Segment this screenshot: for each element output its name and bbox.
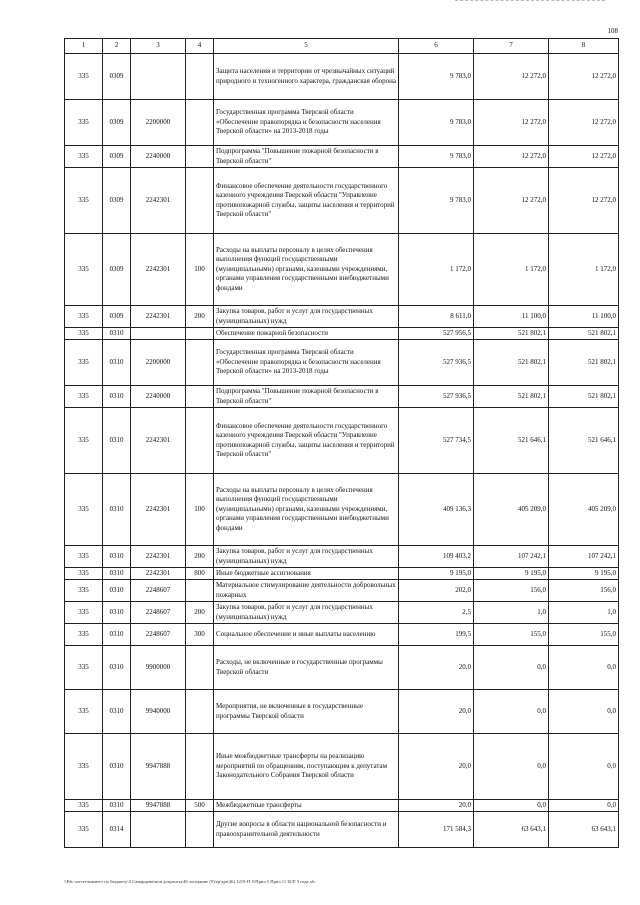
cell-expense-type xyxy=(186,386,214,408)
table-row xyxy=(65,624,619,646)
cell-amount-col6: 9 783,0 xyxy=(399,100,474,146)
table-row xyxy=(65,234,619,306)
cell-name: Финансовое обеспечение деятельности государственного казенного учреждения Тверской области "Управление противопожарной службы, защиты населения и территорий Тверской области" xyxy=(214,168,399,234)
cell-name: Закупка товаров, работ и услуг для государственных (муниципальных) нужд xyxy=(214,306,399,328)
cell-expense-type: 500 xyxy=(186,800,214,812)
cell-amount-col8: 521 802,1 xyxy=(549,386,619,408)
cell-section: 0310 xyxy=(103,546,131,568)
cell-expense-type xyxy=(186,340,214,386)
cell-ved: 335 xyxy=(65,146,103,168)
cell-amount-col8: 12 272,0 xyxy=(549,146,619,168)
table-row xyxy=(65,734,619,800)
table-row xyxy=(65,546,619,568)
cell-expense-type: 100 xyxy=(186,234,214,306)
cell-target-article: 9947888 xyxy=(131,800,186,812)
table-row xyxy=(65,690,619,734)
table-row xyxy=(65,474,619,546)
table-row xyxy=(65,568,619,580)
cell-amount-col8: 405 209,0 xyxy=(549,474,619,546)
cell-amount-col8: 12 272,0 xyxy=(549,168,619,234)
cell-amount-col8: 11 100,0 xyxy=(549,306,619,328)
cell-amount-col8: 0,0 xyxy=(549,734,619,800)
cell-target-article xyxy=(131,328,186,340)
cell-amount-col8: 521 646,1 xyxy=(549,408,619,474)
cell-name: Социальное обеспечение и иные выплаты населению xyxy=(214,624,399,646)
cell-target-article xyxy=(131,812,186,848)
cell-amount-col7: 12 272,0 xyxy=(474,146,549,168)
cell-target-article: 2242301 xyxy=(131,408,186,474)
cell-expense-type: 800 xyxy=(186,568,214,580)
table-row xyxy=(65,146,619,168)
cell-amount-col6: 527 956,5 xyxy=(399,328,474,340)
table-row xyxy=(65,800,619,812)
cell-section: 0309 xyxy=(103,306,131,328)
table-row xyxy=(65,100,619,146)
cell-name: Иные межбюджетные трансферты на реализацию мероприятий по обращениям, поступающим к депутатам Законодательного Собрания Тверской области xyxy=(214,734,399,800)
cell-amount-col7: 521 802,1 xyxy=(474,386,549,408)
cell-ved: 335 xyxy=(65,100,103,146)
cell-section: 0310 xyxy=(103,386,131,408)
cell-target-article: 2248607 xyxy=(131,580,186,602)
cell-expense-type xyxy=(186,168,214,234)
table-row xyxy=(65,812,619,848)
cell-target-article: 2242301 xyxy=(131,474,186,546)
cell-amount-col6: 9 783,0 xyxy=(399,54,474,100)
cell-target-article: 2200000 xyxy=(131,340,186,386)
table-row xyxy=(65,306,619,328)
cell-section: 0310 xyxy=(103,800,131,812)
cell-amount-col6: 9 783,0 xyxy=(399,146,474,168)
cell-section: 0309 xyxy=(103,54,131,100)
cell-ved: 335 xyxy=(65,328,103,340)
cell-ved: 335 xyxy=(65,646,103,690)
cell-section: 0310 xyxy=(103,340,131,386)
cell-amount-col7: 521 802,1 xyxy=(474,340,549,386)
cell-amount-col8: 9 195,0 xyxy=(549,568,619,580)
budget-table xyxy=(64,38,619,848)
cell-section: 0309 xyxy=(103,234,131,306)
cell-amount-col6: 9 195,0 xyxy=(399,568,474,580)
cell-section: 0310 xyxy=(103,328,131,340)
cell-target-article xyxy=(131,54,186,100)
cell-expense-type xyxy=(186,146,214,168)
cell-target-article: 2200000 xyxy=(131,100,186,146)
cell-amount-col7: 1,0 xyxy=(474,602,549,624)
column-header: 8 xyxy=(549,39,619,54)
cell-target-article: 2242301 xyxy=(131,234,186,306)
table-row xyxy=(65,580,619,602)
cell-name: Обеспечение пожарной безопасности xyxy=(214,328,399,340)
cell-expense-type xyxy=(186,646,214,690)
cell-amount-col7: 107 242,1 xyxy=(474,546,549,568)
cell-amount-col6: 171 584,3 xyxy=(399,812,474,848)
column-header: 1 xyxy=(65,39,103,54)
cell-ved: 335 xyxy=(65,408,103,474)
top-edge-mark xyxy=(455,0,605,3)
cell-expense-type xyxy=(186,100,214,146)
cell-target-article: 9947888 xyxy=(131,734,186,800)
cell-amount-col7: 12 272,0 xyxy=(474,54,549,100)
cell-section: 0310 xyxy=(103,474,131,546)
cell-expense-type xyxy=(186,408,214,474)
table-row xyxy=(65,54,619,100)
cell-amount-col7: 63 643,1 xyxy=(474,812,549,848)
cell-name: Материальное стимулирование деятельности добровольных пожарных xyxy=(214,580,399,602)
cell-ved: 335 xyxy=(65,234,103,306)
column-header: 2 xyxy=(103,39,131,54)
cell-amount-col7: 0,0 xyxy=(474,690,549,734)
cell-ved: 335 xyxy=(65,690,103,734)
cell-amount-col6: 527 734,5 xyxy=(399,408,474,474)
cell-name: Расходы на выплаты персоналу в целях обеспечения выполнения функций государственными (муниципальными) органами, казенными учреждениями, органами управления государственными внебюджетными фондами xyxy=(214,234,399,306)
cell-amount-col7: 1 172,0 xyxy=(474,234,549,306)
cell-ved: 335 xyxy=(65,568,103,580)
cell-amount-col7: 0,0 xyxy=(474,646,549,690)
cell-amount-col8: 0,0 xyxy=(549,646,619,690)
cell-amount-col7: 0,0 xyxy=(474,734,549,800)
cell-ved: 335 xyxy=(65,800,103,812)
cell-name: Подпрограмма "Повышение пожарной безопасности в Тверской области" xyxy=(214,386,399,408)
cell-target-article: 2248607 xyxy=(131,602,186,624)
column-header: 6 xyxy=(399,39,474,54)
column-header: 3 xyxy=(131,39,186,54)
column-header: 4 xyxy=(186,39,214,54)
cell-amount-col8: 0,0 xyxy=(549,800,619,812)
table-row xyxy=(65,328,619,340)
cell-amount-col8: 521 802,1 xyxy=(549,340,619,386)
cell-amount-col6: 199,5 xyxy=(399,624,474,646)
cell-expense-type xyxy=(186,690,214,734)
table-row xyxy=(65,340,619,386)
table-row xyxy=(65,646,619,690)
cell-amount-col6: 1 172,0 xyxy=(399,234,474,306)
cell-target-article: 2242301 xyxy=(131,306,186,328)
cell-amount-col7: 521 802,1 xyxy=(474,328,549,340)
cell-amount-col8: 1,0 xyxy=(549,602,619,624)
cell-target-article: 2248607 xyxy=(131,624,186,646)
cell-amount-col7: 0,0 xyxy=(474,800,549,812)
cell-amount-col6: 202,0 xyxy=(399,580,474,602)
cell-expense-type: 300 xyxy=(186,624,214,646)
cell-section: 0309 xyxy=(103,100,131,146)
cell-ved: 335 xyxy=(65,386,103,408)
cell-name: Другие вопросы в области национальной безопасности и правоохранительной деятельности xyxy=(214,812,399,848)
cell-expense-type xyxy=(186,54,214,100)
cell-ved: 335 xyxy=(65,734,103,800)
cell-amount-col8: 156,0 xyxy=(549,580,619,602)
cell-expense-type: 200 xyxy=(186,602,214,624)
cell-amount-col8: 155,0 xyxy=(549,624,619,646)
table-row xyxy=(65,602,619,624)
cell-amount-col8: 12 272,0 xyxy=(549,100,619,146)
cell-expense-type: 200 xyxy=(186,546,214,568)
cell-target-article: 2242301 xyxy=(131,546,186,568)
cell-amount-col6: 20,0 xyxy=(399,734,474,800)
cell-amount-col7: 9 195,0 xyxy=(474,568,549,580)
cell-amount-col6: 20,0 xyxy=(399,690,474,734)
cell-amount-col8: 0,0 xyxy=(549,690,619,734)
cell-expense-type: 200 xyxy=(186,306,214,328)
cell-section: 0310 xyxy=(103,568,131,580)
cell-amount-col6: 109 403,2 xyxy=(399,546,474,568)
cell-amount-col6: 2,5 xyxy=(399,602,474,624)
cell-name: Финансовое обеспечение деятельности государственного казенного учреждения Тверской области "Управление противопожарной службы, защиты населения и территорий Тверской области" xyxy=(214,408,399,474)
column-header: 7 xyxy=(474,39,549,54)
cell-section: 0310 xyxy=(103,624,131,646)
cell-ved: 335 xyxy=(65,54,103,100)
cell-amount-col7: 12 272,0 xyxy=(474,100,549,146)
cell-name: Защита населения и территории от чрезвычайных ситуаций природного и техногенного характера, гражданская оборона xyxy=(214,54,399,100)
cell-section: 0309 xyxy=(103,168,131,234)
cell-ved: 335 xyxy=(65,602,103,624)
table-row xyxy=(65,386,619,408)
cell-expense-type xyxy=(186,328,214,340)
cell-target-article: 2242301 xyxy=(131,168,186,234)
cell-target-article: 9900000 xyxy=(131,646,186,690)
cell-name: Государственная программа Тверской области «Обеспечение правопорядка и безопасности населения Тверской области» на 2013-2018 годы xyxy=(214,100,399,146)
cell-target-article: 9940000 xyxy=(131,690,186,734)
cell-amount-col7: 156,0 xyxy=(474,580,549,602)
column-header-row xyxy=(65,39,619,54)
cell-ved: 335 xyxy=(65,306,103,328)
cell-ved: 335 xyxy=(65,624,103,646)
table-row xyxy=(65,408,619,474)
cell-expense-type: 100 xyxy=(186,474,214,546)
cell-section: 0310 xyxy=(103,602,131,624)
cell-amount-col8: 1 172,0 xyxy=(549,234,619,306)
cell-amount-col7: 521 646,1 xyxy=(474,408,549,474)
file-path-footer: \\Pdc-server\комитет по бюджету\3 Самарцева\мои докуенты\46 заседание (9)\zp\zpr(46) 1219-П-5\Прил 5 Прил 11 БСР 3 года.xls xyxy=(64,879,315,884)
cell-name: Государственная программа Тверской области «Обеспечение правопорядка и безопасности населения Тверской области» на 2013-2018 годы xyxy=(214,340,399,386)
cell-name: Закупка товаров, работ и услуг для государственных (муниципальных) нужд xyxy=(214,602,399,624)
page-number: 108 xyxy=(607,27,618,35)
cell-amount-col6: 9 783,0 xyxy=(399,168,474,234)
cell-name: Межбюджетные трансферты xyxy=(214,800,399,812)
cell-ved: 335 xyxy=(65,474,103,546)
cell-amount-col8: 63 643,1 xyxy=(549,812,619,848)
cell-target-article: 2240000 xyxy=(131,386,186,408)
cell-ved: 335 xyxy=(65,812,103,848)
cell-amount-col8: 521 802,1 xyxy=(549,328,619,340)
cell-expense-type xyxy=(186,734,214,800)
cell-section: 0310 xyxy=(103,580,131,602)
cell-amount-col6: 20,0 xyxy=(399,646,474,690)
cell-section: 0310 xyxy=(103,690,131,734)
cell-amount-col7: 12 272,0 xyxy=(474,168,549,234)
cell-expense-type xyxy=(186,812,214,848)
cell-ved: 335 xyxy=(65,546,103,568)
cell-section: 0309 xyxy=(103,146,131,168)
cell-section: 0310 xyxy=(103,734,131,800)
cell-amount-col6: 409 136,3 xyxy=(399,474,474,546)
cell-amount-col6: 8 611,0 xyxy=(399,306,474,328)
cell-section: 0314 xyxy=(103,812,131,848)
cell-ved: 335 xyxy=(65,340,103,386)
column-header: 5 xyxy=(214,39,399,54)
cell-amount-col6: 20,0 xyxy=(399,800,474,812)
cell-name: Подпрограмма "Повышение пожарной безопасности в Тверской области" xyxy=(214,146,399,168)
cell-name: Расходы на выплаты персоналу в целях обеспечения выполнения функций государственными (муниципальными) органами, казенными учреждениями, органами управления государственными внебюджетными фондами xyxy=(214,474,399,546)
cell-amount-col7: 11 100,0 xyxy=(474,306,549,328)
cell-target-article: 2242301 xyxy=(131,568,186,580)
cell-name: Иные бюджетные ассигнования xyxy=(214,568,399,580)
cell-ved: 335 xyxy=(65,168,103,234)
table-row xyxy=(65,168,619,234)
cell-amount-col7: 155,0 xyxy=(474,624,549,646)
cell-amount-col6: 527 936,5 xyxy=(399,386,474,408)
cell-name: Расходы, не включенные в государственные программы Тверской области xyxy=(214,646,399,690)
cell-name: Мероприятия, не включенные в государственные программы Тверской области xyxy=(214,690,399,734)
cell-amount-col8: 107 242,1 xyxy=(549,546,619,568)
cell-ved: 335 xyxy=(65,580,103,602)
cell-section: 0310 xyxy=(103,646,131,690)
cell-name: Закупка товаров, работ и услуг для государственных (муниципальных) нужд xyxy=(214,546,399,568)
cell-amount-col7: 405 209,0 xyxy=(474,474,549,546)
cell-target-article: 2240000 xyxy=(131,146,186,168)
cell-section: 0310 xyxy=(103,408,131,474)
cell-amount-col8: 12 272,0 xyxy=(549,54,619,100)
cell-amount-col6: 527 936,5 xyxy=(399,340,474,386)
cell-expense-type xyxy=(186,580,214,602)
